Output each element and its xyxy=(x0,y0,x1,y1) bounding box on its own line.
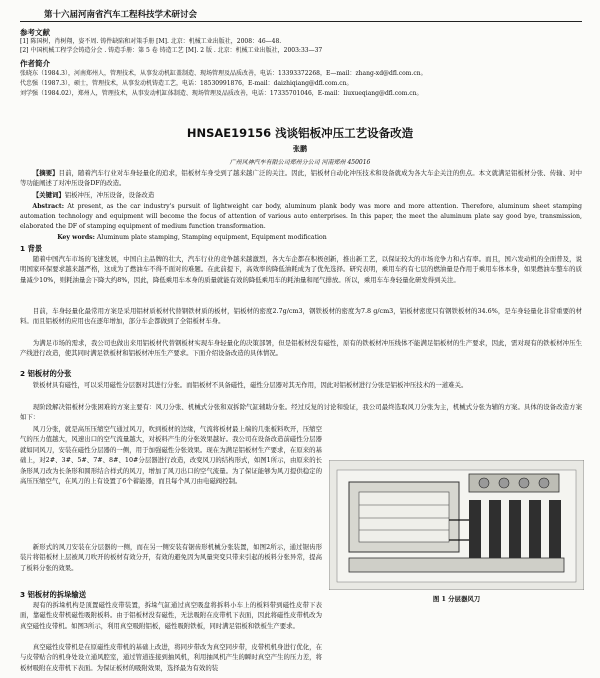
section-2-paragraph: 铁板材具有磁性，可以采用磁性分层器对其进行分张。而铝板材不具备磁性，磁性分层器对其无作用，因此对铝板材进行分张是铝板冲压技术的一道难关。 xyxy=(32,381,468,389)
section-2-paragraph: 风刀分张，就是高压压缩空气通过风刀，吹到板材的边缘，气流将板材最上端的几张板料吹开，压缩空气的压力值越大，风速出口的空气流量越大，对板料产生的分张效果越好。我公司在设备改造前磁性分层器就如同风刀，安装在磁性分层器的一侧，用于加强磁性分张效果。现在为满足铝板材生产要求，在原来的基础上，对2#、3#、5#、7#、8#、10#分层器进行改造，改变风刀的结构形式，如图1所示，由原来的长条形风刀改为长条形和圆形结合样式的风刀，增加了风刀出口的空气流量。为了保证能够为风刀提供稳定的高压压缩空气，在风刀的上有设置了6个蓄能器，而且每个风刀由电磁阀控制。 xyxy=(20,425,322,486)
figure-caption: 图 1 分层器风刀 xyxy=(432,595,481,603)
reference-item: [1] 陈国树，肖树翔，姿不周. 铸件缺陷和对策手册 [M]. 北京：机械工业出版社，2008：46—48. xyxy=(20,38,282,45)
section-1-paragraph: 为满足市场的需求，我公司也做出来用铝板材代替钢板材实现车身轻量化的决策部署，但是铝板材没有磁性，原有的铁板材冲压线体不能满足铝板材的生产要求，因此，需对现有的铁板材冲压生产线进行改造，使其同时满足铁板材和铝板材冲压生产要求。下面介绍设备改造的具体情况。 xyxy=(20,339,582,358)
references-heading: 参考文献 xyxy=(20,28,50,37)
keywords-en-label: Key words: xyxy=(57,234,95,241)
header-rule xyxy=(20,21,582,22)
abstract-cn-text: 目前，随着汽车行业对车身轻量化的追求，铝板材车身受到了越来越广泛的关注。因此，铝板材自动化冲压技术和设备就成为各大车企关注的焦点。本文就满足铝板材分张、传输、对中等功能阐述了对冲压设备DF的改造。 xyxy=(20,169,583,188)
abstract-en-label: Abstract: xyxy=(32,203,65,210)
section-1-paragraph: 随着中国汽车市场的飞速发展，中国自主品牌的壮大，汽车行业的竞争越来越激烈，各大车企都在积极创新，推出新工艺，以保证较大的市场竞争力和占有率。而且，国六发动机的全面普及，说明国家环保要求越来越严格，这成为了燃油车不得不面对的难题。在此前提下，高效率的降低油耗成为了优先选择。研究表明，乘用车约有七层的燃油量是作用于乘用车体本身，如果燃油车整车的质量减少10%，则耗油量会下降大约8%，因此，降低乘用车本身的质量就能有效的降低乘用车的耗油量和尾气排放。所以，乘用车车身轻量化研发得到关注。 xyxy=(20,255,582,284)
abstract-en-text: At present, as the car industry's pursuit of lightweight car body, aluminum plank body was more and more attention. Therefore, aluminum sheet stamping automation technology and equipment will become the focus of attention of various auto enterprises. In this paper, the meet the aluminum plate say good bye, transmission, elaborated the DF of stamping equipment of medium function transformation. xyxy=(20,203,583,230)
keywords-cn-label: 【关键词】 xyxy=(32,191,65,199)
author-affiliation: 广州风神汽车有限公司郑州分公司 河南郑州 450016 xyxy=(229,159,371,166)
reference-item: [2] 中国机械工程学会铸造分会 . 铸造手册：第 5 卷 铸造工艺 [M]. 2 版 . 北京：机械工业出版社，2003:33—37 xyxy=(20,47,323,54)
section-1-heading: 1 背景 xyxy=(20,244,43,253)
paper-title: HNSAE19156 浅谈铝板冲压工艺设备改造 xyxy=(186,126,414,140)
author-intro-item: 张晓东（1984.3），河南郑州人，管理技术，从事发动机缸盖制造、现场管理及品质改善，电话：13393372268，E—mail：zhang-xd@dfl.com.cn。 xyxy=(20,70,427,77)
keywords-cn xyxy=(20,190,582,200)
keywords-en-text: Aluminum plate stamping, Stamping equipment, Equipment modification xyxy=(96,234,327,241)
abstract-en xyxy=(20,202,582,232)
section-1-paragraph: 目前，车身轻量化最常用方案是采用铝材质板材代替钢铁材质的板材，铝板材的密度2.7g/cm3，钢铁板材的密度为7.8 g/cm3，铝板材密度只有钢铁板材的34.6%，是车身轻量化非常重要的材料。而且铝板材的应用也在逐年增加，部分车企都做到了全铝板材车身。 xyxy=(20,307,582,326)
keywords-cn-text: 铝板冲压，冲压设备，设备改造 xyxy=(64,191,155,199)
abstract-cn-label: 【摘要】 xyxy=(32,169,59,177)
keywords-en xyxy=(20,233,582,243)
abstract-cn xyxy=(20,168,582,189)
section-2-paragraph: 新形式的风刀安装在分层器的一侧，而在另一侧安装有锯齿形机械分张装置，如图2所示，通过锯齿形装片将铝板材上层被风刀吹开的板材有效分开，有效的避免因为风量突变只带来引起的板料分张异常，提高了板料分张的效果。 xyxy=(20,543,322,572)
figure-air-knife-separator xyxy=(329,460,584,590)
paper-author: 张鹏 xyxy=(293,144,307,153)
section-2-paragraph: 现阶段解决铝板材分张困难的方案主要有：风刀分张、机械式分张和双拆除气缸辅助分张。经过反复的讨论和验证，我公司最终选取风刀分张为主，机械式分张为辅的方案。具体的设备改造方案如下： xyxy=(20,403,582,422)
section-3-paragraph: 真空磁性皮带机是在原磁性皮带机的基础上改进，将同步带改为真空同步带，皮带机机身进行优化，在与皮带贴合的机身处设立通风腔室，通过管道连接到抽风机，利用抽风机产生的瞬时真空产生的压力差，将板材吸附在皮带机下表面。为保证板材的吸附效果，选择最为有效的装 xyxy=(20,643,322,672)
running-header: 第十六届河南省汽车工程科技学术研讨会 xyxy=(44,10,198,20)
section-3-heading: 3 铝板材的拆垛输送 xyxy=(20,590,86,599)
author-intro-item: 刘学强（1984.02），郑州人，管理技术，从事发动机缸体制造、现场管理及品质改善，电话：17335701046，E-mail：liuxueqiang@dfl.com.cn。 xyxy=(20,90,423,97)
section-3-paragraph: 现有的拆垛机构是顶置磁性皮带装置，拆垛气缸通过真空吸盘将拆料小车上的板料带到磁性皮带下表面，靠磁性皮带机磁性吸附板料。由于铝板材没有磁性，无法吸附在皮带机下表面，因此将磁性皮带机改为真空磁性皮带机。如图3所示，利用真空吸附铝板，磁性吸附铁板，同时满足铝板和铁板生产要求。 xyxy=(20,601,322,630)
author-intro-item: 代忠强（1987.3），硕士，管理技术，从事发动机铸造工艺，电话：18530991876，E-mail：daizhiqiang@dfl.com.cn。 xyxy=(20,80,353,87)
author-intro-heading: 作者简介 xyxy=(20,59,50,68)
section-2-heading: 2 铝板材的分张 xyxy=(20,369,72,378)
